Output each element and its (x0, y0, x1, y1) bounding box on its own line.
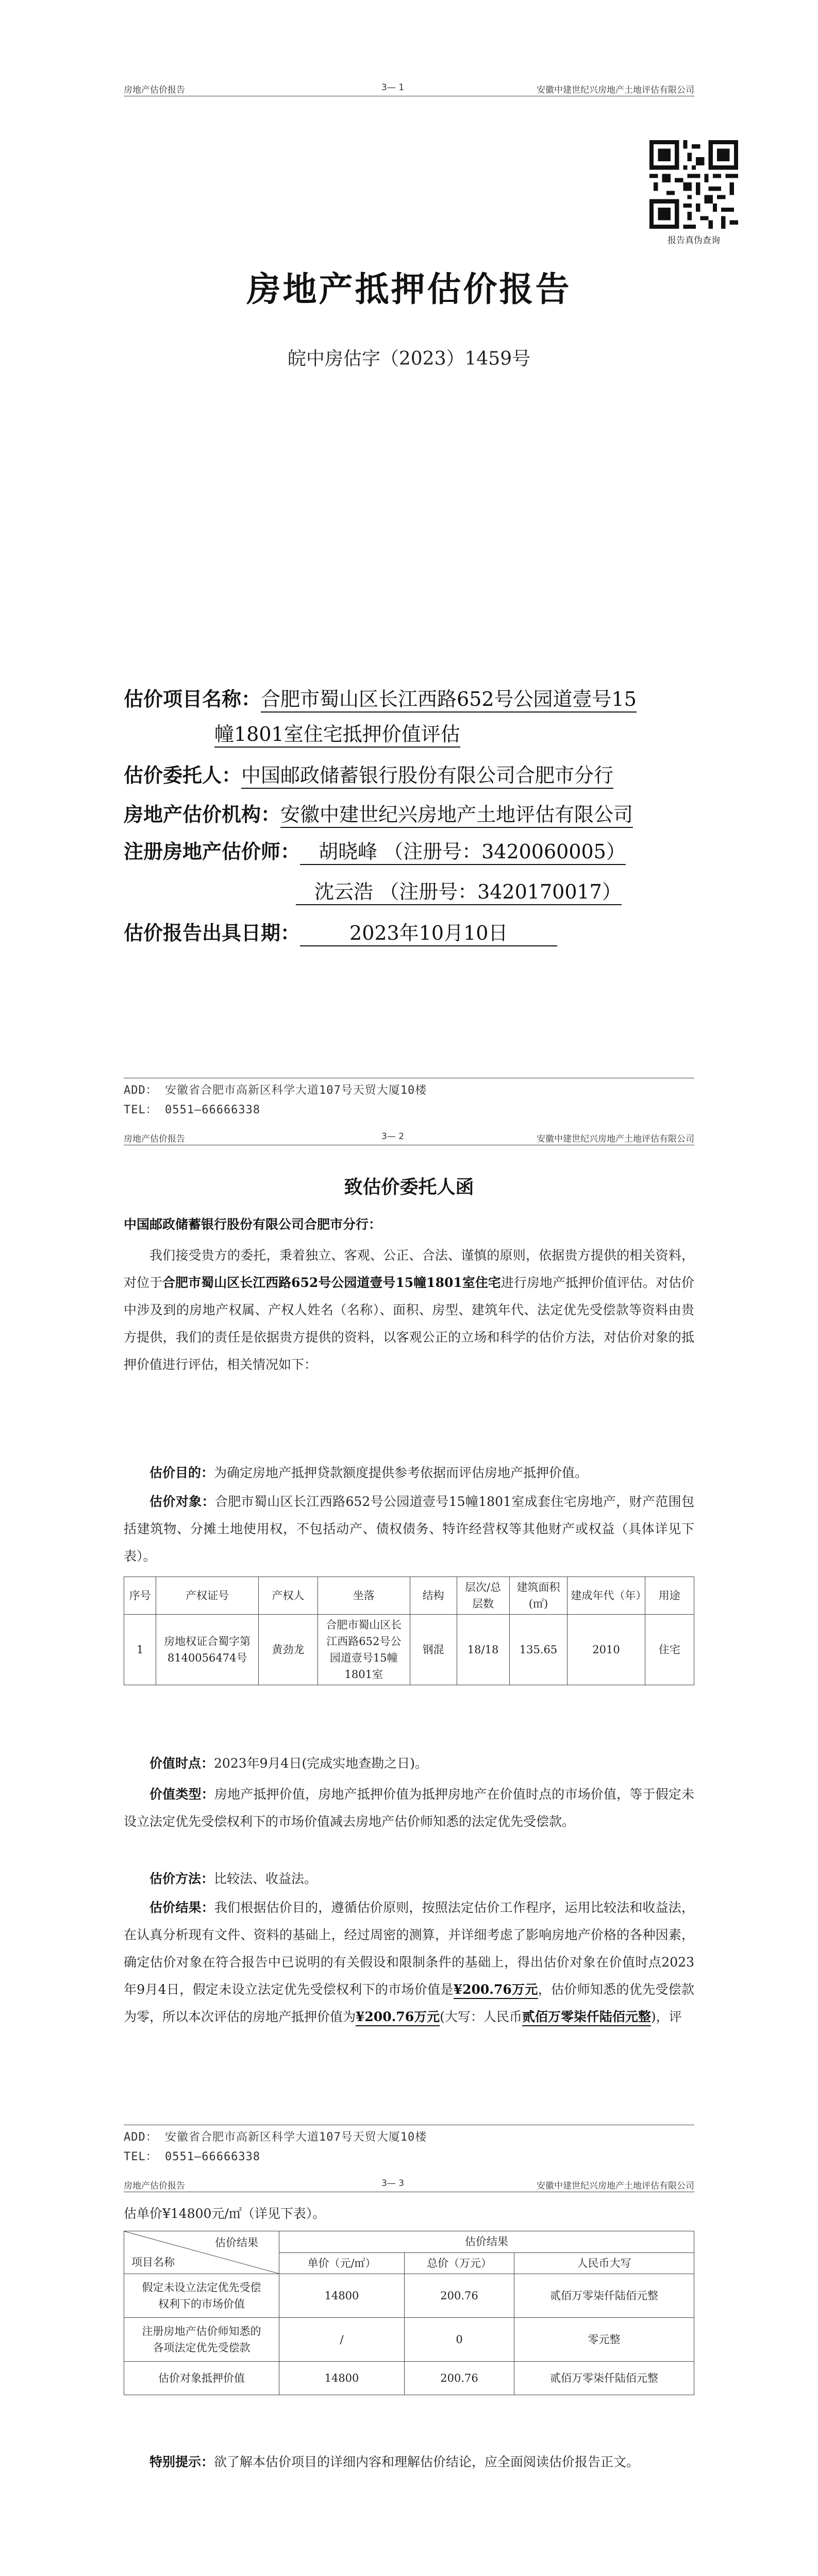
result-text-2: ，估价师知悉的优先受偿款为零，所以本次评估的房地产抵押价值为 (124, 1982, 694, 2024)
table-cell: 18/18 (457, 1615, 509, 1685)
header-right: 安徽中建世纪兴房地产土地评估有限公司 (537, 1134, 694, 1144)
table-cell: 零元整 (514, 2318, 694, 2362)
table-header-cell: 层次/总层数 (457, 1577, 509, 1615)
table-cell: 2010 (567, 1615, 645, 1685)
table-cell: / (279, 2318, 405, 2362)
report-date-value: 2023年10月10日 (300, 922, 557, 946)
table-header-cell: 建筑面积(㎡) (509, 1577, 567, 1615)
page-footer (124, 1081, 427, 1120)
org-row (124, 799, 633, 827)
property-table (124, 1577, 694, 1685)
project-name-row (124, 683, 637, 711)
appraiser-row-2 (296, 876, 622, 904)
table-cell: 黄劲龙 (258, 1615, 318, 1685)
result-continued: 估单价¥14800元/㎡（详见下表）。 (124, 2206, 326, 2221)
table-cell: 14800 (279, 2274, 405, 2318)
table-header-cell: 坐落 (318, 1577, 410, 1615)
value-date-value: 2023年9月4日(完成实地查勘之日)。 (214, 1756, 428, 1771)
table-cell: 合肥市蜀山区长江西路652号公园道壹号15幢1801室 (318, 1615, 410, 1685)
table-header-cell: 序号 (124, 1577, 156, 1615)
report-date-row (124, 917, 557, 945)
result-table-group-header: 估价结果 (279, 2231, 694, 2253)
table-cell: 135.65 (509, 1615, 567, 1685)
letter-title: 致估价委托人函 (344, 1176, 474, 1198)
letter-intro (124, 1242, 694, 1378)
footer-address: ADD： 安徽省合肥市高新区科学大道107号天贸大厦10楼 (124, 2131, 427, 2144)
appraiser-2: 沈云浩 （注册号：3420170017） (296, 880, 622, 905)
value-date-row (124, 1750, 694, 1777)
qr-code[interactable] (649, 140, 738, 229)
table-cell: 注册房地产估价师知悉的各项法定优先受偿款 (124, 2318, 279, 2362)
table-cell: 钢混 (410, 1615, 457, 1685)
result-text-4: )，评 (650, 2009, 682, 2024)
header-left: 房地产估价报告 (124, 85, 185, 95)
result-text-1: 我们根据估价目的，遵循估价原则，按照法定估价工作程序，运用比较法和收益法，在认真分析现有文件、资料的基础上，经过周密的测算，并详细考虑了影响房地产价格的各种因素，确定估价对象在符合报告中已说明的有关假设和限制条件的基础上，得出估价对象在价值时点2023年9月4日，假定未设立法定优先受偿权利下的市场价值是 (124, 1900, 694, 1997)
value-type-label: 价值类型： (149, 1787, 214, 1802)
result-text-3: (大写：人民币 (440, 2009, 522, 2024)
project-name-label: 估价项目名称： (124, 687, 261, 710)
client-label: 估价委托人： (124, 764, 242, 787)
org-value: 安徽中建世纪兴房地产土地评估有限公司 (280, 803, 633, 828)
appraiser-label: 注册房地产估价师： (124, 840, 301, 863)
value-date-label: 价值时点： (149, 1756, 214, 1771)
table-header-cell: 产权人 (258, 1577, 318, 1615)
table-cell: 200.76 (405, 2274, 514, 2318)
project-name-value: 合肥市蜀山区长江西路652号公园道壹号15 (261, 688, 637, 713)
table-header-cell: 产权证号 (156, 1577, 258, 1615)
value-type-value: 房地产抵押价值，房地产抵押价值为抵押房地产在价值时点的市场价值，等于假定未设立法定优先受偿权利下的市场价值减去房地产估价师知悉的法定优先受偿款。 (124, 1787, 694, 1829)
report-number: 皖中房估字（2023）1459号 (287, 348, 531, 369)
value-type-row (124, 1781, 694, 1835)
project-name-value-2: 幢1801室住宅抵押价值评估 (214, 723, 460, 748)
table-cell: 贰佰万零柒仟陆佰元整 (514, 2362, 694, 2395)
mortgage-value: ¥200.76万元 (356, 2009, 440, 2026)
result-label: 估价结果： (149, 1900, 214, 1915)
table-cell: 住宅 (645, 1615, 694, 1685)
table-cell: 200.76 (405, 2362, 514, 2395)
header-right: 安徽中建世纪兴房地产土地评估有限公司 (537, 2181, 694, 2191)
table-row (124, 2362, 694, 2395)
corner-label-top: 估价结果 (215, 2236, 258, 2249)
result-table-corner (124, 2231, 279, 2274)
client-value: 中国邮政储蓄银行股份有限公司合肥市分行 (241, 764, 613, 789)
letter-addressee: 中国邮政储蓄银行股份有限公司合肥市分行： (124, 1217, 382, 1232)
intro-part-2: 进行房地产抵押价值评估。对估价中涉及到的房地产权属、产权人姓名（名称）、面积、房型、建筑年代、法定优先受偿款等资料由贵方提供，我们的责任是依据贵方提供的资料，以客观公正的立场和科学的估价方法，对估价对象的抵押价值进行评估，相关情况如下： (124, 1275, 694, 1372)
table-cell: 估价对象抵押价值 (124, 2362, 279, 2395)
appraiser-row (124, 836, 626, 864)
market-value: ¥200.76万元 (454, 1982, 538, 1999)
purpose-label: 估价目的： (149, 1465, 214, 1480)
purpose-value: 为确定房地产抵押贷款额度提供参考依据而评估房地产抵押价值。 (214, 1465, 588, 1480)
table-header-cell: 建成年代（年） (567, 1577, 645, 1615)
mortgage-value-upper: 贰佰万零柒仟陆佰元整 (522, 2009, 651, 2026)
footer-tel: TEL： 0551—66666338 (124, 2150, 261, 2163)
corner-label-bottom: 项目名称 (131, 2256, 175, 2268)
intro-property: 合肥市蜀山区长江西路652号公园道壹号15幢1801室住宅 (162, 1275, 501, 1290)
result-table (124, 2231, 694, 2395)
table-header-cell: 用途 (645, 1577, 694, 1615)
result-header-cell: 单价（元/㎡） (279, 2252, 405, 2274)
qr-caption: 报告真伪查询 (667, 235, 720, 246)
report-title: 房地产抵押估价报告 (246, 269, 572, 309)
result-header-cell: 总价（万元） (405, 2252, 514, 2274)
object-value: 合肥市蜀山区长江西路652号公园道壹号15幢1801室成套住宅房地产，财产范围包括建筑物、分摊土地使用权，不包括动产、债权债务、特许经营权等其他财产或权益（具体详见下表）。 (124, 1494, 694, 1564)
table-cell: 假定未设立法定优先受偿权利下的市场价值 (124, 2274, 279, 2318)
table-cell: 1 (124, 1615, 156, 1685)
result-header-cell: 人民币大写 (514, 2252, 694, 2274)
table-cell: 14800 (279, 2362, 405, 2395)
special-note-label: 特别提示： (149, 2454, 214, 2469)
header-left: 房地产估价报告 (124, 1134, 185, 1144)
table-header-cell: 结构 (410, 1577, 457, 1615)
client-row (124, 759, 613, 788)
header-right: 安徽中建世纪兴房地产土地评估有限公司 (537, 85, 694, 95)
result-table-head (124, 2231, 694, 2253)
table-cell: 0 (405, 2318, 514, 2362)
table-cell: 房地权证合蜀字第8140056474号 (156, 1615, 258, 1685)
header-left: 房地产估价报告 (124, 2181, 185, 2191)
footer-tel: TEL： 0551—66666338 (124, 1104, 261, 1116)
org-label: 房地产估价机构： (124, 803, 281, 826)
table-row (124, 2318, 694, 2362)
footer-address: ADD： 安徽省合肥市高新区科学大道107号天贸大厦10楼 (124, 1084, 427, 1097)
special-note (124, 2448, 694, 2476)
intro-part-1: 我们接受贵方的委托，秉着独立、客观、公正、合法、谨慎的原则，依据贵方提供的相关资料，对位于 (124, 1248, 694, 1290)
purpose-row (124, 1459, 694, 1486)
page-footer (124, 2128, 427, 2167)
method-row (124, 1865, 694, 1892)
table-row (124, 1615, 694, 1685)
appraiser-1: 胡晓峰 （注册号：3420060005） (300, 840, 626, 865)
report-date-label: 估价报告出具日期： (124, 921, 301, 944)
table-header-row (124, 1577, 694, 1615)
header-page-number: 3— 1 (381, 82, 405, 93)
result-row (124, 1894, 694, 2030)
table-cell: 贰佰万零柒仟陆佰元整 (514, 2274, 694, 2318)
method-value: 比较法、收益法。 (214, 1871, 318, 1886)
project-name-row-2 (214, 718, 460, 747)
object-label: 估价对象： (149, 1494, 215, 1509)
method-label: 估价方法： (149, 1871, 214, 1886)
special-note-value: 欲了解本估价项目的详细内容和理解估价结论，应全面阅读估价报告正文。 (214, 2454, 640, 2469)
header-page-number: 3— 2 (381, 1131, 405, 1142)
header-page-number: 3— 3 (381, 2178, 405, 2189)
table-row (124, 2274, 694, 2318)
object-row (124, 1488, 694, 1570)
